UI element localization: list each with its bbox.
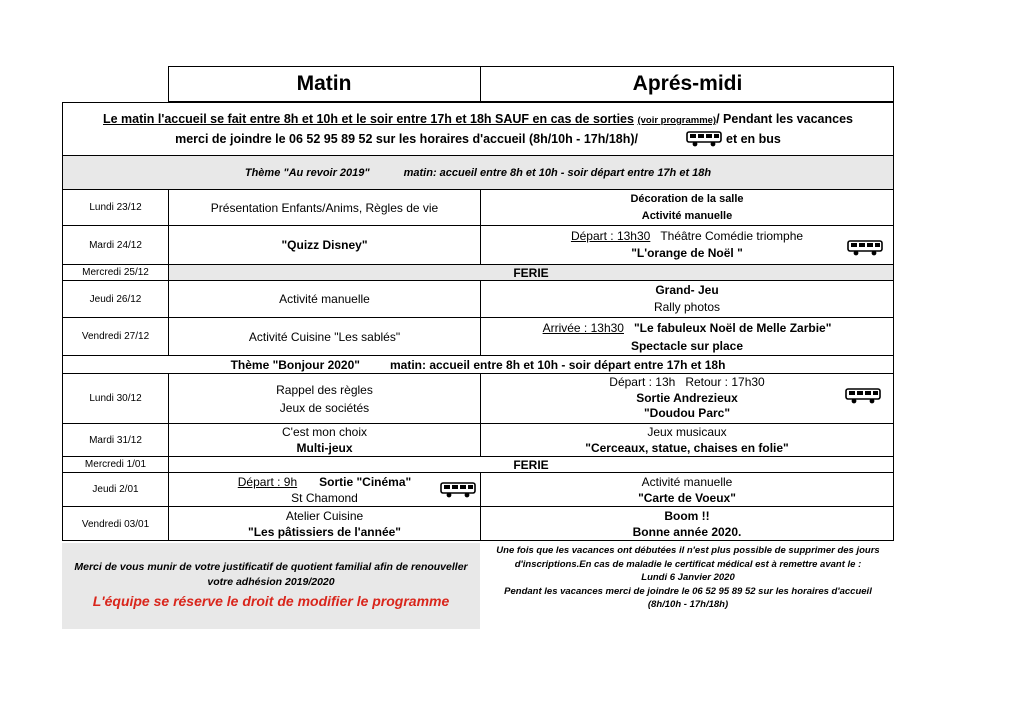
pm-line: "Cerceaux, statue, chaises en folie" bbox=[585, 441, 789, 455]
pm-depart: Départ : 13h30 bbox=[570, 229, 651, 243]
pm-line: Jeux musicaux bbox=[647, 425, 727, 439]
am-cell bbox=[169, 374, 480, 423]
footer-left-line2: votre adhésion 2019/2020 bbox=[207, 576, 335, 588]
pm-cell bbox=[481, 507, 893, 541]
pm-line: Grand- Jeu bbox=[655, 283, 719, 297]
pm-line: Rally photos bbox=[653, 300, 721, 314]
pm-line: Sortie Andrezieux bbox=[636, 390, 738, 405]
pm-line: Activité manuelle bbox=[641, 209, 733, 222]
pm-arrivee: Arrivée : 13h30 bbox=[542, 320, 624, 335]
intro-line2: merci de joindre le 06 52 95 89 52 sur les horaires d'accueil (8h/10h - 17h/18h)/ bbox=[175, 132, 639, 146]
bus-icon bbox=[847, 240, 883, 256]
pm-cell bbox=[481, 374, 893, 423]
day-cell: Lundi 30/12 bbox=[89, 393, 142, 404]
pm-title: "Le fabuleux Noël de Melle Zarbie" bbox=[633, 320, 832, 335]
footer-left-line1: Merci de vous munir de votre justificatif de quotient familial afin de renouveller bbox=[74, 561, 468, 573]
footer-right-line: Lundi 6 Janvier 2020 bbox=[641, 572, 735, 584]
intro-part1: Le matin l'accueil se fait entre 8h et 10h et le soir entre 17h et 18h SAUF en cas de sorties bbox=[103, 112, 634, 126]
am-cell bbox=[169, 473, 480, 506]
am-cell: Activité manuelle bbox=[279, 292, 370, 306]
footer-left-note bbox=[62, 543, 480, 629]
am-cell: "Quizz Disney" bbox=[281, 238, 368, 252]
day-cell: Mardi 24/12 bbox=[89, 239, 142, 251]
pm-line: Activité manuelle bbox=[641, 474, 733, 489]
header-apres-midi: Aprés-midi bbox=[632, 72, 743, 95]
am-cell: Présentation Enfants/Anims, Règles de vie bbox=[210, 200, 439, 215]
am-cell bbox=[169, 424, 480, 456]
pm-title: "L'orange de Noël " bbox=[631, 246, 743, 260]
pm-line: "Doudou Parc" bbox=[643, 406, 731, 421]
bus-icon bbox=[686, 131, 722, 147]
am-line: C'est mon choix bbox=[282, 425, 367, 439]
pm-cell bbox=[481, 318, 893, 355]
pm-cell bbox=[481, 281, 893, 317]
am-line: "Les pâtissiers de l'année" bbox=[248, 525, 401, 539]
intro-part1-end: / Pendant les vacances bbox=[716, 112, 853, 126]
am-line: Multi-jeux bbox=[296, 441, 353, 455]
day-cell: Mercredi 1/01 bbox=[84, 459, 147, 470]
day-cell: Vendredi 03/01 bbox=[81, 518, 150, 530]
theme2-info: matin: accueil entre 8h et 10h - soir départ entre 17h et 18h bbox=[389, 357, 726, 372]
header-matin: Matin bbox=[296, 72, 352, 95]
am-line: Rappel des règles bbox=[276, 382, 373, 397]
pm-line: Décoration de la salle bbox=[630, 192, 744, 205]
intro-text bbox=[63, 103, 893, 155]
day-cell: Lundi 23/12 bbox=[89, 202, 142, 213]
am-cell bbox=[169, 507, 480, 541]
footer-right-line: Pendant les vacances merci de joindre le 06 52 95 89 52 sur les horaires d'accueil bbox=[504, 585, 872, 597]
theme1-title: Thème "Au revoir 2019" bbox=[244, 166, 370, 179]
day-cell: Mercredi 25/12 bbox=[82, 267, 149, 278]
day-cell: Mardi 31/12 bbox=[89, 434, 142, 446]
am-line: St Chamond bbox=[291, 490, 358, 505]
am-line: Atelier Cuisine bbox=[285, 509, 364, 523]
pm-cell bbox=[481, 190, 893, 225]
am-line: Jeux de sociétés bbox=[279, 400, 370, 415]
theme1-info: matin: accueil entre 8h et 10h - soir départ entre 17h et 18h bbox=[403, 166, 712, 179]
bus-icon bbox=[440, 482, 476, 498]
pm-line: Départ : 13h Retour : 17h30 bbox=[609, 375, 765, 390]
footer-right-line: d'inscriptions.En cas de maladie le certificat médical est à remettre avant le : bbox=[514, 558, 862, 570]
day-cell: Jeudi 26/12 bbox=[89, 293, 142, 305]
pm-cell bbox=[481, 473, 893, 506]
pm-cell bbox=[481, 226, 893, 264]
am-sortie: Sortie "Cinéma" bbox=[319, 474, 412, 489]
intro-part1-small: (voir programme) bbox=[637, 115, 717, 126]
theme2-row bbox=[63, 356, 893, 373]
pm-line: Boom !! bbox=[664, 509, 710, 523]
pm-line: Bonne année 2020. bbox=[632, 525, 742, 539]
theme2-title: Thème "Bonjour 2020" bbox=[230, 357, 360, 372]
intro-line2-end: et en bus bbox=[726, 132, 781, 146]
ferie-cell: FERIE bbox=[169, 265, 893, 280]
footer-right-line: Une fois que les vacances ont débutées il n'est plus possible de supprimer des jours bbox=[496, 545, 880, 557]
am-depart: Départ : 9h bbox=[237, 474, 298, 489]
footer-right-line: (8h/10h - 17h/18h) bbox=[647, 599, 729, 611]
pm-cell bbox=[481, 424, 893, 456]
theme1-row bbox=[63, 156, 893, 189]
ferie-cell: FERIE bbox=[513, 457, 549, 472]
footer-warning: L'équipe se réserve le droit de modifier le programme bbox=[92, 593, 450, 609]
bus-icon bbox=[845, 388, 881, 404]
day-cell: Jeudi 2/01 bbox=[92, 484, 139, 495]
am-cell: Activité Cuisine "Les sablés" bbox=[248, 329, 401, 344]
footer-right-note bbox=[482, 542, 894, 614]
pm-line: "Carte de Voeux" bbox=[638, 490, 736, 505]
pm-line: Spectacle sur place bbox=[630, 338, 744, 353]
day-cell: Vendredi 27/12 bbox=[81, 331, 150, 342]
pm-place: Théâtre Comédie triomphe bbox=[660, 229, 804, 243]
